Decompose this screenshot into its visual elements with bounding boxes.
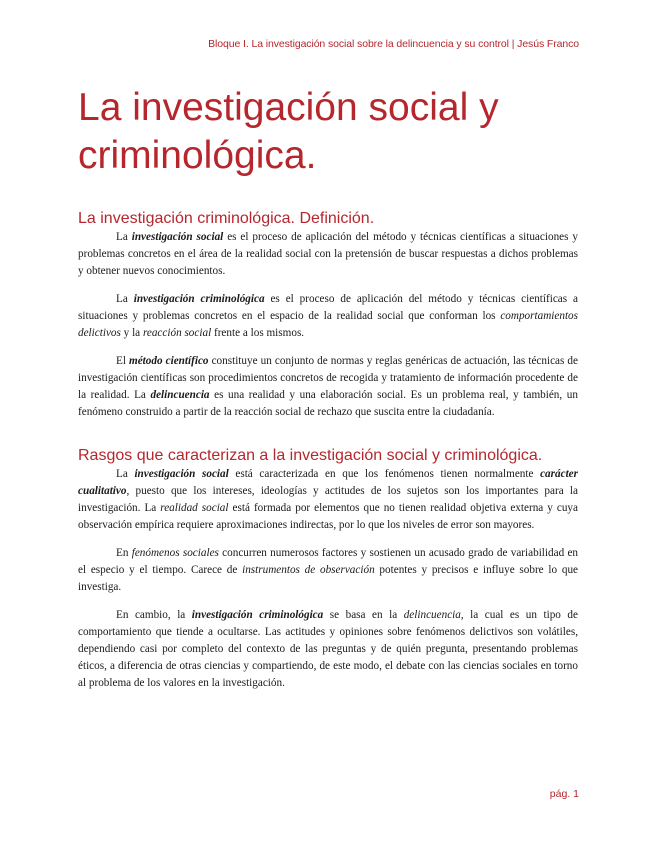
section-heading-rasgos: Rasgos que caracterizan a la investigación social y criminológica. (78, 447, 543, 464)
italic-term: fenómenos sociales (131, 547, 219, 559)
text-run: se basa en la (323, 609, 404, 621)
italic-term: reacción social (142, 327, 212, 339)
running-header: Bloque I. La investigación social sobre la delincuencia y su control | Jesús Franco (208, 38, 579, 50)
italic-term: realidad social (160, 502, 229, 514)
text-run: constituye un conjunto de normas y reglas genéricas de actuación, las técnicas de investigación científicas son procedimientos concretos de recogida y tratamiento de información procedente de la realidad. La (78, 355, 578, 401)
text-run: es el proceso de aplicación del método y técnicas científicas a situaciones y problemas concretos en el área de la realidad social con la pretensión de buscar respuestas a dichos problemas y obtener nuevos conocimientos. (78, 231, 578, 277)
italic-term: delincuencia (403, 609, 461, 621)
text-run: está formada por elementos que no tienen realidad objetiva externa y cuya observación empírica requiere aproximaciones indirectas, por lo que los niveles de error son mayores. (78, 502, 578, 531)
text-run: frente a los mismos. (211, 327, 305, 339)
section-heading-definicion: La investigación criminológica. Definición. (78, 210, 375, 227)
text-run: concurren numerosos factores y sostienen un acusado grado de variabilidad en el especio y el tiempo. Carece de (78, 547, 579, 576)
text-run: es una realidad y una elaboración social. Es un problema real, y también, un fenómeno construido a partir de la reacción social de rechazo que suscita entre la ciudadanía. (78, 389, 578, 418)
page-number: pág. 1 (549, 788, 579, 800)
emphasized-term: método científico (129, 355, 209, 367)
paragraph (78, 607, 578, 692)
emphasized-term: investigación social (131, 231, 224, 243)
text-run: es el proceso de aplicación del método y técnicas científicas a situaciones y problemas concretos en el espacio de la realidad social que conforman los (78, 293, 578, 322)
paragraph (78, 229, 578, 280)
emphasized-term: carácter cualitativo (78, 468, 578, 497)
text-run: está caracterizada en que los fenómenos tienen normalmente (228, 468, 541, 480)
text-run: , la cual es un tipo de comportamiento que tiende a ocultarse. Las actitudes y opiniones sobre fenómenos delictivos son volátiles, dependiendo casi por completo del contexto de las preguntas y de quién pregunta, presentando problemas éticos, a diferencia de otras ciencias y compartiendo, de este modo, el debate con las ciencias sociales en torno al problema de los valores en la investigación. (78, 609, 578, 689)
emphasized-term: investigación social (134, 468, 229, 480)
emphasized-term: delincuencia (150, 389, 210, 401)
paragraph (78, 291, 578, 342)
text-run: En cambio, la (116, 609, 192, 621)
text-run: En (116, 547, 132, 559)
italic-term: comportamientos delictivos (78, 310, 578, 339)
text-run: La (116, 293, 134, 305)
paragraph (78, 545, 578, 596)
italic-term: instrumentos de observación (242, 564, 375, 576)
text-run: y la (120, 327, 143, 339)
document-title: La investigación social y criminológica. (78, 86, 499, 177)
emphasized-term: investigación criminológica (133, 293, 265, 305)
text-run: La (116, 231, 132, 243)
paragraph (78, 353, 578, 421)
emphasized-term: investigación criminológica (191, 609, 324, 621)
text-run: , puesto que los intereses, ideologías y actitudes de los sujetos son los importantes para la investigación. La (78, 485, 578, 514)
text-run: potentes y precisos e influye sobre lo que investiga. (78, 564, 579, 593)
text-run: El (116, 355, 130, 367)
document-body (78, 209, 578, 692)
paragraph (78, 466, 578, 534)
text-run: La (116, 468, 135, 480)
